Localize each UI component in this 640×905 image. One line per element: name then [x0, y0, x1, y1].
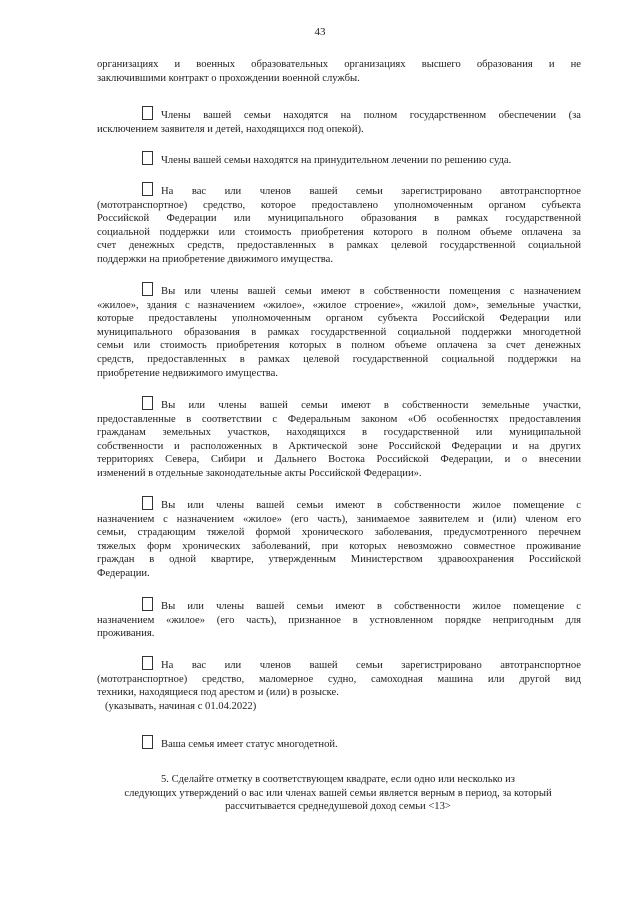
- text-line: средств, предоставленных в рамках целевой государственной социальной поддержки на: [97, 353, 581, 365]
- text-line: семьи, страдающим тяжелой формой хронического заболевания, предусмотренного перечнем: [97, 527, 581, 539]
- text-line: Ваша семья имеет статус многодетной.: [97, 735, 581, 752]
- option-item-compulsory-treatment: [97, 151, 581, 168]
- text-line: исключением заявителя и детей, находящихся под опекой).: [97, 123, 364, 135]
- option-item-vehicle-support: [97, 182, 581, 267]
- text-line: гражданам земельных участков, находящихся в государственной или муниципальной: [97, 427, 581, 439]
- option-checkbox[interactable]: [142, 496, 153, 510]
- text-line: собственности и расположенных в Арктической зоне Российской Федерации и на других: [97, 440, 581, 452]
- text-line: Российской Федерации или муниципального образования в рамках государственной: [97, 213, 581, 225]
- text-line: муниципального образования в рамках государственной социальной поддержки многодетной: [97, 326, 581, 338]
- text-line: которые предоставлены уполномоченным органом субъекта Российской Федерации или: [97, 313, 581, 325]
- option-item-real-estate-support: [97, 282, 581, 380]
- text-line: граждан в одной квартире, утвержденным Министерством здравоохранения Российской: [97, 554, 581, 566]
- text-line: техники, находящиеся под арестом и (или) в розыске.: [97, 687, 339, 699]
- text-line: Вы или члены вашей семьи имеют в собственности помещения с назначением: [97, 282, 581, 299]
- text-line: территориях Севера, Сибири и Дальнего Востока Российской Федерации, и о внесении: [97, 454, 581, 466]
- option-checkbox[interactable]: [142, 396, 153, 410]
- text-line: «жилое», здания с назначением «жилое», «жилое строение», «жилой дом», земельные участки,: [97, 299, 581, 311]
- option-item-arrested-vehicle: [97, 656, 581, 713]
- text-line: назначением «жилое» (его часть), признанное в устновленном порядке непригодным для: [97, 614, 581, 626]
- text-line: Члены вашей семьи находятся на полном государственном обеспечении (за: [97, 106, 581, 123]
- option-checkbox[interactable]: [142, 597, 153, 611]
- intro-paragraph: [97, 58, 581, 85]
- option-checkbox[interactable]: [142, 735, 153, 749]
- text-line: изменений в отдельные законодательные акты Российской Федерации».: [97, 467, 422, 479]
- text-line: заключившими контракт о прохождении военной службы.: [97, 72, 360, 84]
- section-5-heading: [88, 773, 588, 814]
- text-line: рассчитывается среднедушевой доход семьи <13>: [225, 801, 451, 813]
- text-line: семьи или стоимость приобретения которых в полном объеме оплачена за счет денежных: [97, 340, 581, 352]
- text-line: назначением с назначением «жилое» (его часть), занимаемое заявителем и (или) членом его: [97, 513, 581, 525]
- text-line: проживания.: [97, 628, 155, 640]
- text-line: счет денежных средств, предоставленных в рамках целевой государственной социальной: [97, 240, 581, 252]
- date-note: (указывать, начиная с 01.04.2022): [105, 700, 257, 712]
- text-line: Вы или члены вашей семьи имеют в собственности жилое помещение с: [97, 496, 581, 513]
- option-item-chronic-disease-housing: [97, 496, 581, 581]
- text-line: тяжелых форм хронических заболеваний, при которых невозможно совместное проживание: [97, 540, 581, 552]
- text-line: поддержки на приобретение движимого имущества.: [97, 253, 334, 265]
- option-checkbox[interactable]: [142, 106, 153, 120]
- option-checkbox[interactable]: [142, 182, 153, 196]
- text-line: организациях и военных образовательных организациях высшего образования и не: [97, 59, 581, 70]
- text-line: На вас или членов вашей семьи зарегистрировано автотранспортное: [97, 182, 581, 199]
- text-line: Вы или члены вашей семьи имеют в собственности земельные участки,: [97, 396, 581, 413]
- text-line: социальной поддержки или стоимость приобретения которого в полном объеме оплачена за: [97, 226, 581, 238]
- text-line: (мототранспортное) средство, маломерное судно, самоходная машина или другой вид: [97, 673, 581, 685]
- text-line: следующих утверждений о вас или членах вашей семьи является верным в период, за который: [124, 787, 552, 799]
- text-line: (мототранспортное) средство, которое предоставлено уполномоченным органом субъекта: [97, 199, 581, 211]
- text-line: 5. Сделайте отметку в соответствующем квадрате, если одно или несколько из: [160, 774, 515, 785]
- option-checkbox[interactable]: [142, 282, 153, 296]
- text-line: Члены вашей семьи находятся на принудительном лечении по решению суда.: [97, 151, 581, 168]
- page-number: 43: [314, 26, 326, 38]
- option-item-large-family: [97, 735, 581, 752]
- text-line: приобретение недвижимого имущества.: [97, 367, 278, 379]
- text-line: На вас или членов вашей семьи зарегистрировано автотранспортное: [97, 656, 581, 673]
- option-item-arctic-land: [97, 396, 581, 481]
- option-item-unfit-housing: [97, 597, 581, 641]
- option-item-state-support: [97, 106, 581, 136]
- text-line: Вы или члены вашей семьи имеют в собственности жилое помещение с: [97, 597, 581, 614]
- option-checkbox[interactable]: [142, 656, 153, 670]
- option-checkbox[interactable]: [142, 151, 153, 165]
- text-line: Федерации.: [97, 567, 150, 579]
- text-line: предоставленные в соответствии с Федеральным законом «Об особенностях предоставления: [97, 413, 581, 425]
